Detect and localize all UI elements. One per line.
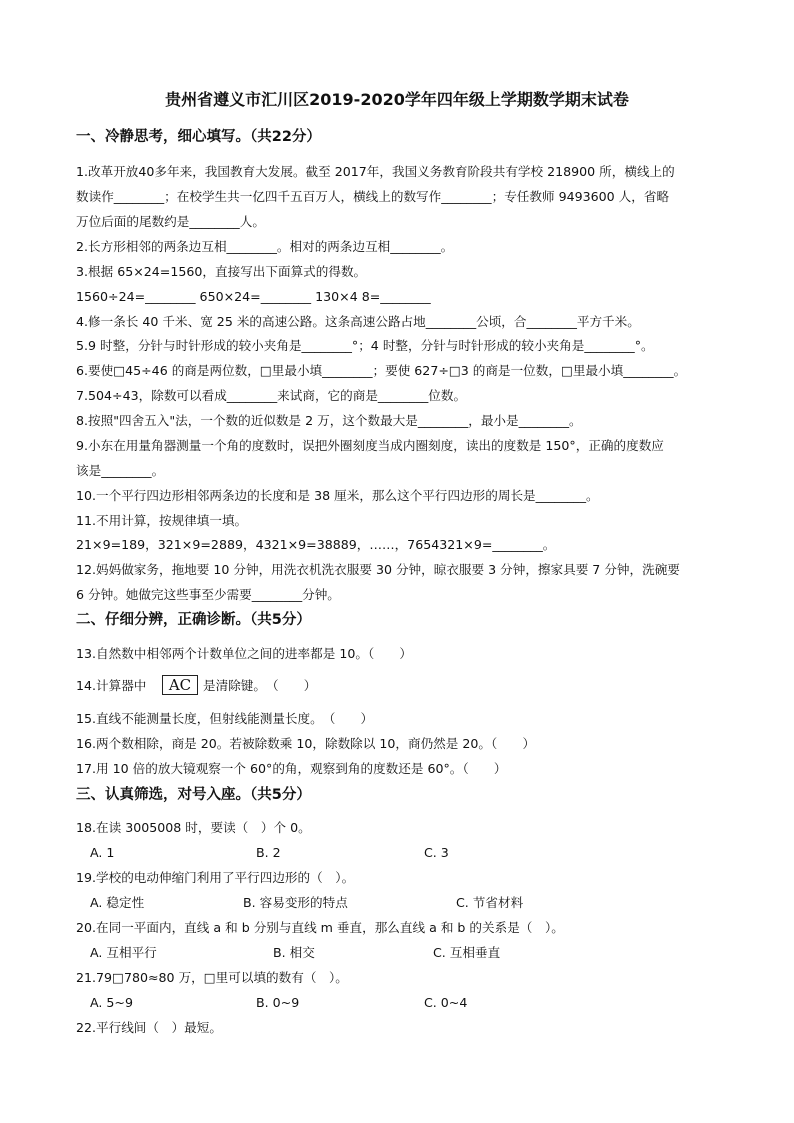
q17: 17.用 10 倍的放大镜观察一个 60°的角，观察到角的度数还是 60°。（ ） bbox=[76, 761, 507, 776]
q3-calculations: 1560÷24=________ 650×24=________ 130×4 8=________ bbox=[76, 289, 431, 304]
q21-option-c: C. 0~4 bbox=[424, 995, 468, 1010]
q3: 3.根据 65×24=1560，直接写出下面算式的得数。 bbox=[76, 264, 367, 279]
q2: 2.长方形相邻的两条边互相________。相对的两条边互相________。 bbox=[76, 239, 454, 254]
q10: 10.一个平行四边形相邻两条边的长度和是 38 厘米，那么这个平行四边形的周长是________。 bbox=[76, 488, 599, 503]
q18-option-b: B. 2 bbox=[256, 845, 281, 860]
q6: 6.要使□45÷46 的商是两位数，□里最小填________；要使 627÷□3 的商是一位数，□里最小填________。 bbox=[76, 363, 687, 378]
section-1-heading: 一、冷静思考，细心填写。（共22分） bbox=[76, 129, 321, 145]
q9-line-1: 9.小东在用量角器测量一个角的度数时，误把外圈刻度当成内圈刻度，读出的度数是 150°，正确的度数应 bbox=[76, 438, 664, 453]
q13: 13.自然数中相邻两个计数单位之间的进率都是 10。（ ） bbox=[76, 646, 413, 661]
q19-option-a: A. 稳定性 bbox=[90, 895, 145, 910]
q1-line-2: 数读作________；在校学生共一亿四千五百万人，横线上的数写作________；专任教师 9493600 人，省略 bbox=[76, 189, 670, 204]
ac-key-icon: AC bbox=[162, 675, 198, 695]
exam-title: 贵州省遵义市汇川区2019-2020学年四年级上学期数学期末试卷 bbox=[165, 90, 629, 109]
q5: 5.9 时整，分针与时针形成的较小夹角是________°；4 时整，分针与时针形成的较小夹角是________°。 bbox=[76, 338, 654, 353]
q19-option-b: B. 容易变形的特点 bbox=[243, 895, 348, 910]
q1-line-3: 万位后面的尾数约是________人。 bbox=[76, 214, 265, 229]
q18-stem: 18.在读 3005008 时，要读（ ）个 0。 bbox=[76, 820, 311, 835]
q16: 16.两个数相除，商是 20。若被除数乘 10，除数除以 10，商仍然是 20。（ ） bbox=[76, 736, 536, 751]
q14-prefix: 14.计算器中 bbox=[76, 678, 147, 693]
q21-stem: 21.79□780≈80 万，□里可以填的数有（ ）。 bbox=[76, 970, 348, 985]
q4: 4.修一条长 40 千米、宽 25 米的高速公路。这条高速公路占地________公顷，合________平方千米。 bbox=[76, 314, 640, 329]
q20-option-b: B. 相交 bbox=[273, 945, 315, 960]
q19-stem: 19.学校的电动伸缩门利用了平行四边形的（ ）。 bbox=[76, 870, 355, 885]
q7: 7.504÷43，除数可以看成________来试商，它的商是________位数。 bbox=[76, 388, 467, 403]
q11-pattern: 21×9=189，321×9=2889，4321×9=38889，……，7654321×9=________。 bbox=[76, 537, 556, 552]
q12-line-2: 6 分钟。她做完这些事至少需要________分钟。 bbox=[76, 587, 340, 602]
q21-option-b: B. 0~9 bbox=[256, 995, 300, 1010]
q19-option-c: C. 节省材料 bbox=[456, 895, 524, 910]
q14-suffix: 是清除键。 （ ） bbox=[203, 678, 317, 693]
q20-stem: 20.在同一平面内，直线 a 和 b 分别与直线 m 垂直，那么直线 a 和 b 的关系是（ ）。 bbox=[76, 920, 564, 935]
q21-option-a: A. 5~9 bbox=[90, 995, 133, 1010]
q15: 15.直线不能测量长度，但射线能测量长度。 （ ） bbox=[76, 711, 374, 726]
q20-option-c: C. 互相垂直 bbox=[433, 945, 501, 960]
q8: 8.按照"四舍五入"法，一个数的近似数是 2 万，这个数最大是________，最小是________。 bbox=[76, 413, 582, 428]
q11: 11.不用计算，按规律填一填。 bbox=[76, 513, 248, 528]
section-3-heading: 三、认真筛选，对号入座。（共5分） bbox=[76, 787, 311, 803]
q22-stem: 22.平行线间（ ）最短。 bbox=[76, 1020, 222, 1035]
q18-option-a: A. 1 bbox=[90, 845, 115, 860]
q1-line-1: 1.改革开放40多年来，我国教育大发展。截至 2017年，我国义务教育阶段共有学校 218900 所，横线上的 bbox=[76, 164, 675, 179]
q18-option-c: C. 3 bbox=[424, 845, 449, 860]
q12-line-1: 12.妈妈做家务，拖地要 10 分钟，用洗衣机洗衣服要 30 分钟，晾衣服要 3 分钟，擦家具要 7 分钟，洗碗要 bbox=[76, 562, 680, 577]
q9-line-2: 该是________。 bbox=[76, 463, 165, 478]
q20-option-a: A. 互相平行 bbox=[90, 945, 157, 960]
section-2-heading: 二、仔细分辨，正确诊断。（共5分） bbox=[76, 612, 311, 628]
